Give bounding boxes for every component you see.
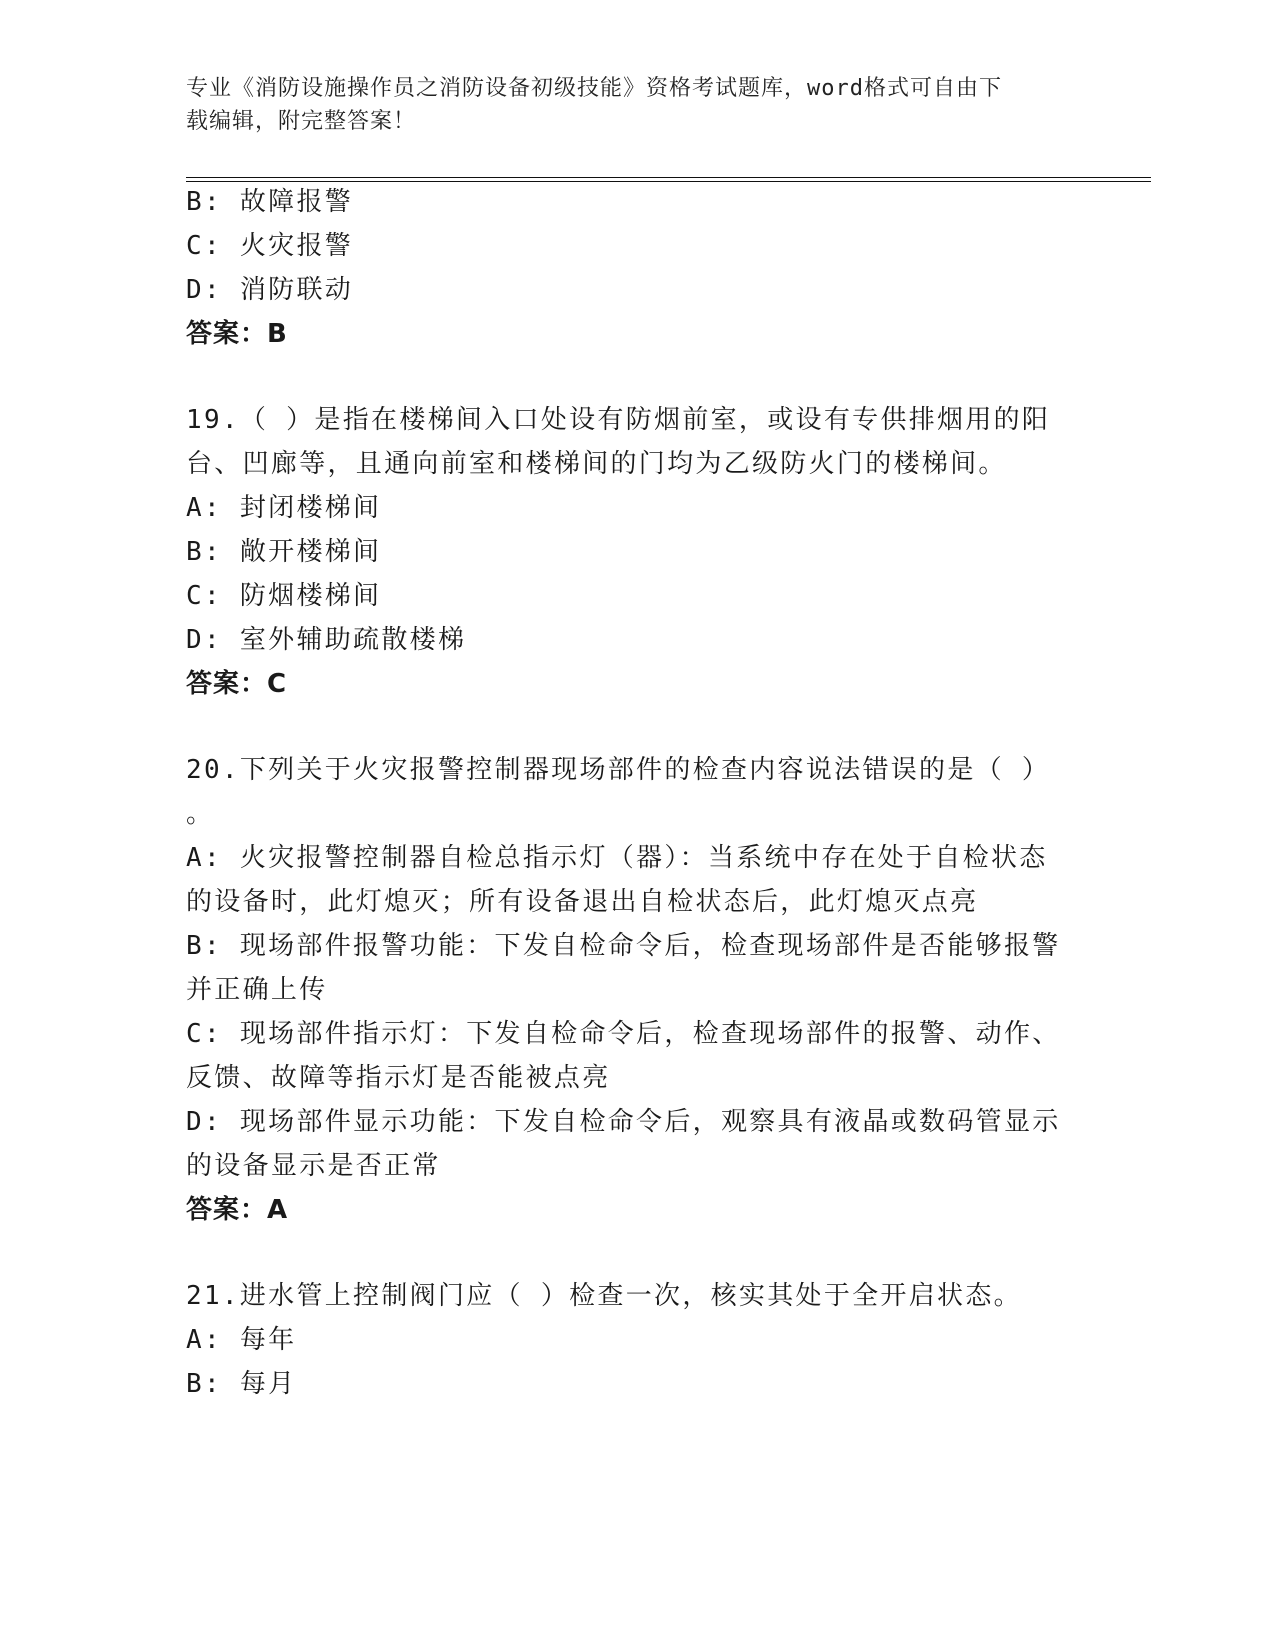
document-header — [186, 72, 1066, 138]
q19-option-c: C: 防烟楼梯间 — [186, 581, 382, 611]
q18-answer: 答案：B — [186, 319, 288, 349]
q20-option-d-line-2: 的设备显示是否正常 — [186, 1151, 441, 1181]
q20-stem-line-1: 20.下列关于火灾报警控制器现场部件的检查内容说法错误的是（ ） — [186, 755, 1051, 785]
q19-answer: 答案：C — [186, 669, 288, 699]
q19-stem-line-1: 19.（ ）是指在楼梯间入口处设有防烟前室，或设有专供排烟用的阳 — [186, 405, 1051, 435]
q20-option-b-line-1: B: 现场部件报警功能：下发自检命令后，检查现场部件是否能够报警 — [186, 931, 1061, 961]
q20-option-a-line-1: A: 火灾报警控制器自检总指示灯（器）：当系统中存在处于自检状态 — [186, 843, 1048, 873]
q20-answer: 答案：A — [186, 1195, 289, 1225]
q18-option-d: D: 消防联动 — [186, 275, 354, 305]
q21-option-a: A: 每年 — [186, 1325, 297, 1355]
q20-option-c-line-1: C: 现场部件指示灯：下发自检命令后，检查现场部件的报警、动作、 — [186, 1019, 1061, 1049]
q19-option-b: B: 敞开楼梯间 — [186, 537, 382, 567]
q20-stem-line-2: 。 — [186, 799, 215, 829]
q21-option-b: B: 每月 — [186, 1369, 297, 1399]
q20-option-c-line-2: 反馈、故障等指示灯是否能被点亮 — [186, 1063, 611, 1093]
q18-option-b: B: 故障报警 — [186, 187, 354, 217]
q19-option-d: D: 室外辅助疏散楼梯 — [186, 625, 467, 655]
q19-stem-line-2: 台、凹廊等，且通向前室和楼梯间的门均为乙级防火门的楼梯间。 — [186, 449, 1007, 479]
q20-option-d-line-1: D: 现场部件显示功能：下发自检命令后，观察具有液晶或数码管显示 — [186, 1107, 1061, 1137]
q20-option-a-line-2: 的设备时，此灯熄灭；所有设备退出自检状态后，此灯熄灭点亮 — [186, 887, 979, 917]
q21-stem-line-1: 21.进水管上控制阀门应（ ）检查一次，核实其处于全开启状态。 — [186, 1281, 1022, 1311]
q20-option-b-line-2: 并正确上传 — [186, 975, 328, 1005]
header-line-2: 载编辑，附完整答案！ — [186, 109, 417, 134]
q19-option-a: A: 封闭楼梯间 — [186, 493, 382, 523]
header-line-1: 专业《消防设施操作员之消防设备初级技能》资格考试题库，word格式可自由下 — [186, 76, 1002, 101]
q18-option-c: C: 火灾报警 — [186, 231, 354, 261]
header-divider-top — [186, 177, 1151, 178]
